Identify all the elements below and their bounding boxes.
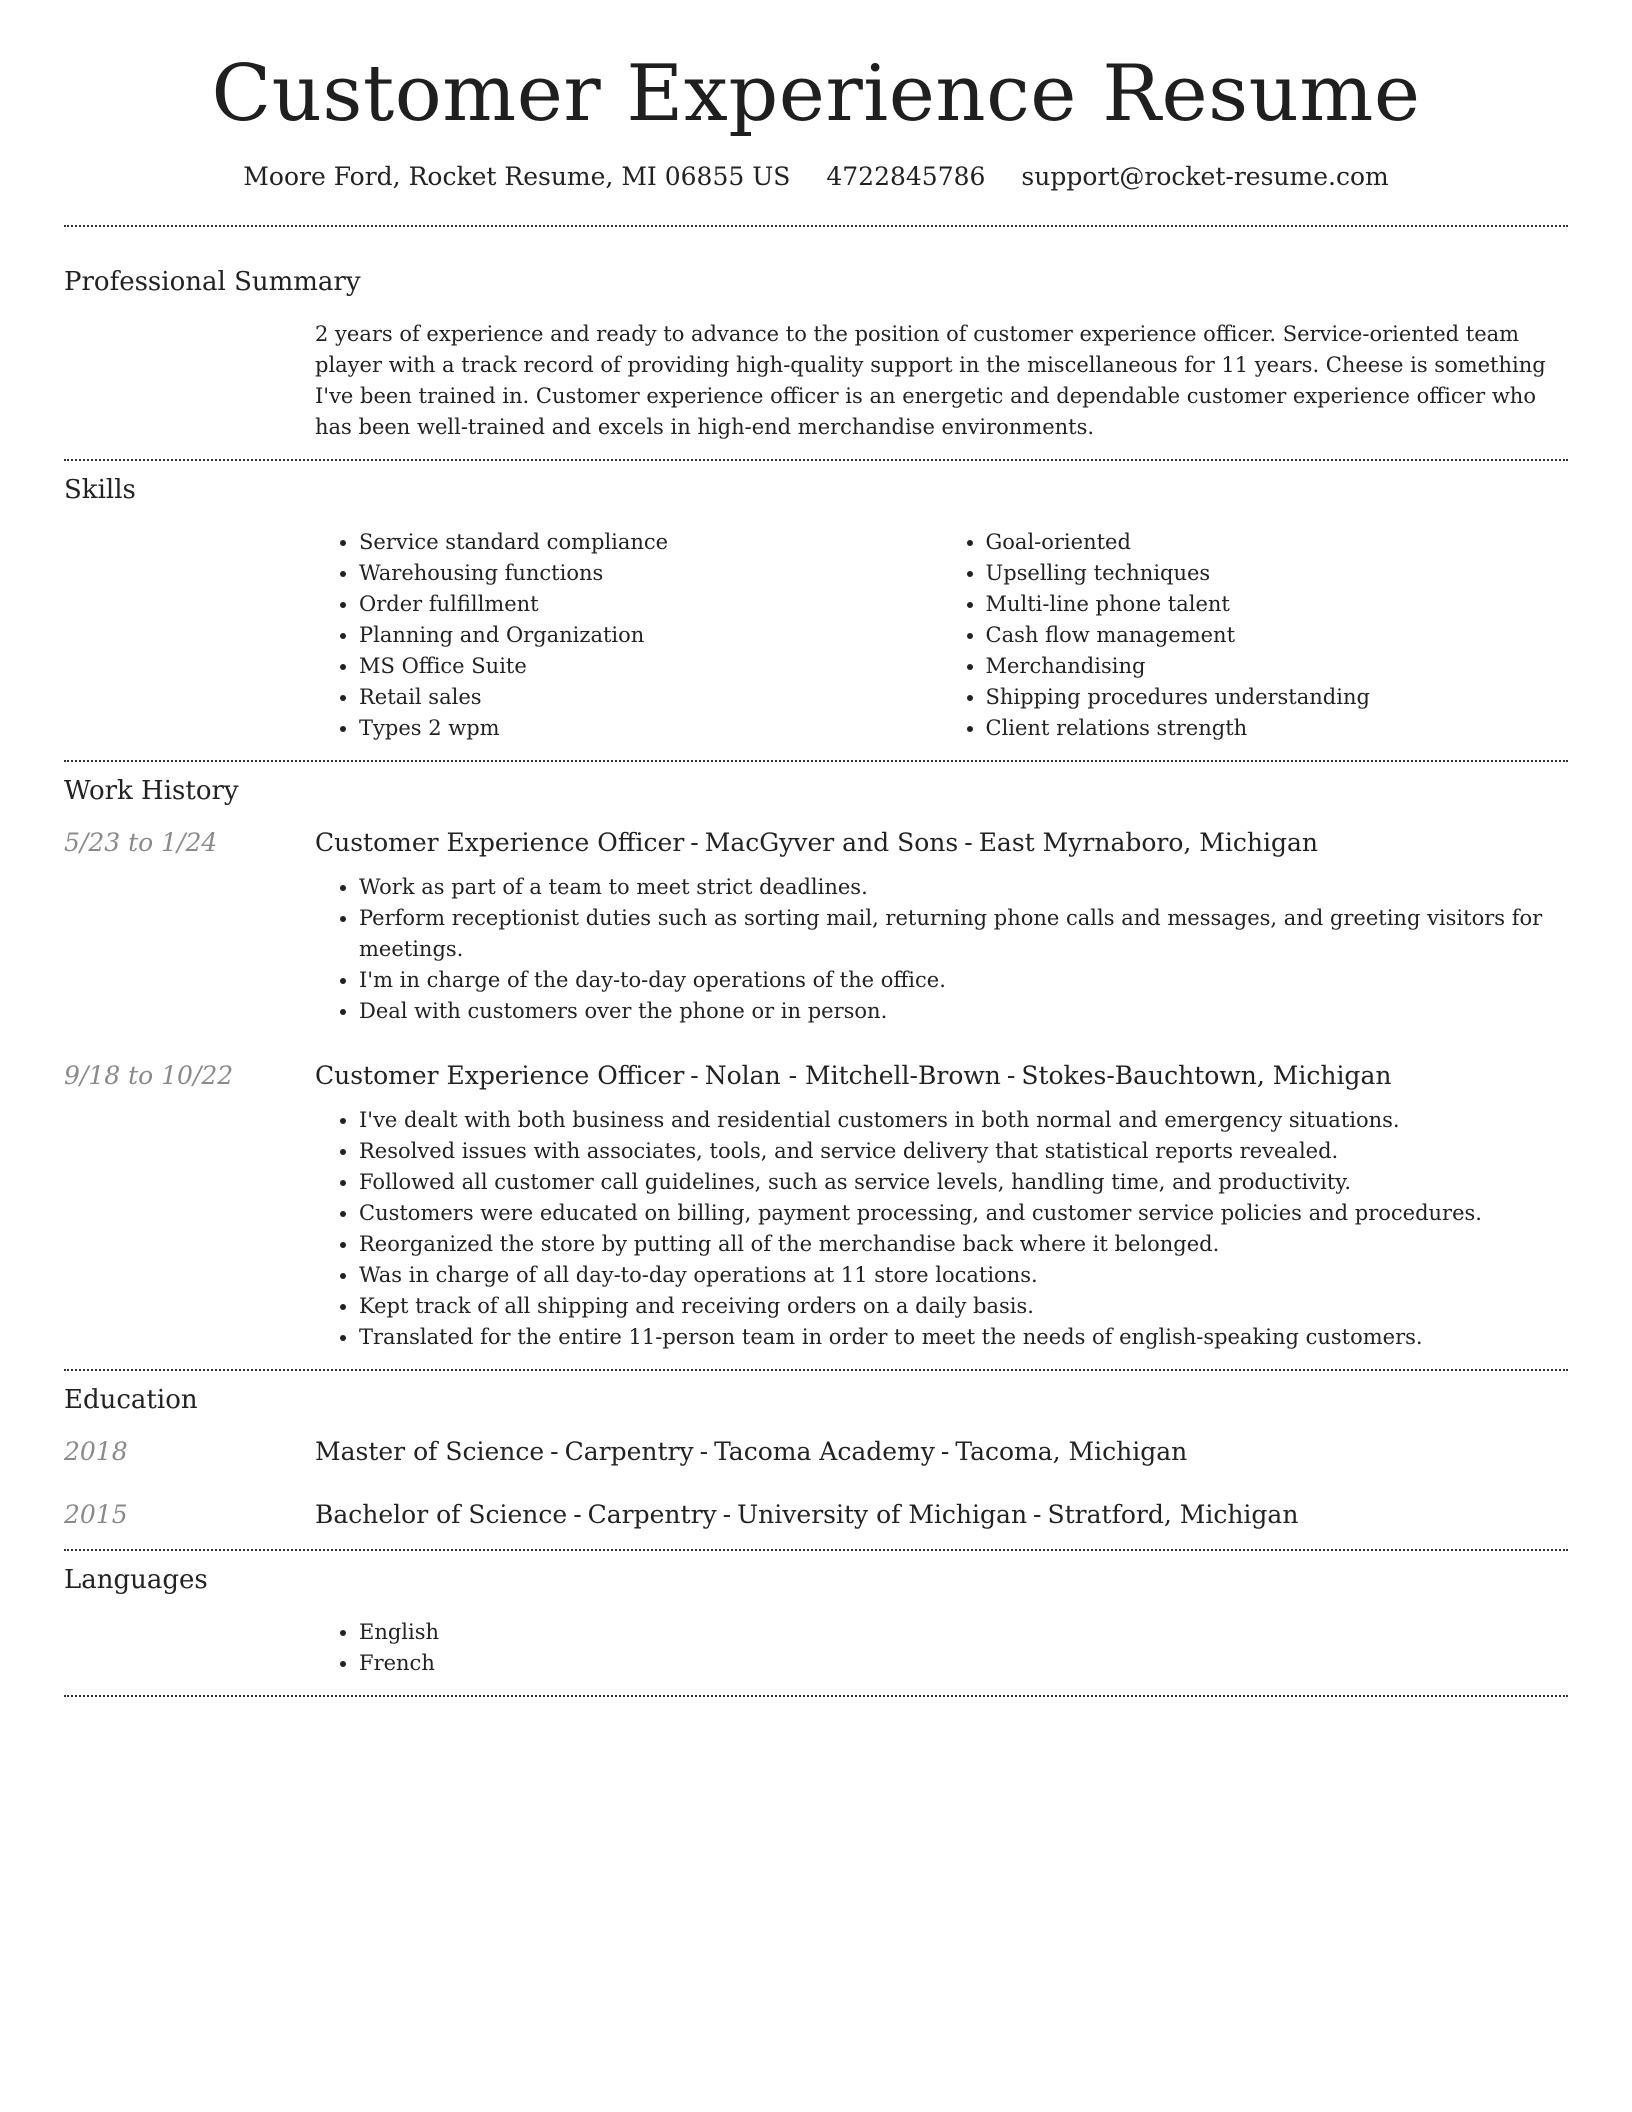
job-duty: • Perform receptionist duties such as sorting mail, returning phone calls and messages, and greeting visitors for meetings. bbox=[359, 903, 1568, 965]
job-company: Nolan - Mitchell-Brown bbox=[704, 1060, 1001, 1090]
education-heading-line: Bachelor of Science - Carpentry - University of Michigan - Stratford, Michigan bbox=[315, 1499, 1299, 1529]
education-heading: Education bbox=[64, 1384, 198, 1415]
skills-heading: Skills bbox=[64, 474, 136, 505]
contact-phone: 4722845786 bbox=[826, 161, 986, 191]
job-heading: Customer Experience Officer - MacGyver and Sons - East Myrnaboro, Michigan bbox=[315, 827, 1318, 857]
job-location: East Myrnaboro, Michigan bbox=[978, 827, 1318, 857]
skills-list-left bbox=[315, 527, 942, 744]
job-title: Customer Experience Officer bbox=[315, 827, 685, 857]
resume-title: Customer Experience Resume bbox=[211, 49, 1421, 139]
skill-item: • MS Office Suite bbox=[359, 651, 942, 682]
education-school: Tacoma Academy bbox=[714, 1436, 935, 1466]
job-dates: 9/18 to 10/22 bbox=[64, 1060, 234, 1090]
job-duty: • Work as part of a team to meet strict deadlines. bbox=[359, 872, 1568, 903]
divider bbox=[64, 1369, 1568, 1371]
divider bbox=[64, 1549, 1568, 1551]
job-duty: • Customers were educated on billing, payment processing, and customer service policies and procedures. bbox=[359, 1198, 1568, 1229]
summary-text: 2 years of experience and ready to advance to the position of customer experience officer. Service-oriented team player with a track record of providing high-quality support in the miscellaneous for 11 years. Cheese is something I've been trained in. Customer experience officer is an energetic and dependable customer experience officer who has been well-trained and excels in high-end merchandise environments. bbox=[315, 321, 1546, 439]
job-duty: • Deal with customers over the phone or in person. bbox=[359, 996, 1568, 1027]
skill-item: • Warehousing functions bbox=[359, 558, 942, 589]
job-duties bbox=[315, 872, 1568, 1027]
skill-item: • Shipping procedures understanding bbox=[986, 682, 1569, 713]
job-location: Stokes-Bauchtown, Michigan bbox=[1021, 1060, 1392, 1090]
skills-section bbox=[64, 475, 1568, 744]
education-heading-line: Master of Science - Carpentry - Tacoma Academy - Tacoma, Michigan bbox=[315, 1436, 1188, 1466]
job-duty: • Followed all customer call guidelines, such as service levels, handling time, and productivity. bbox=[359, 1167, 1568, 1198]
languages-heading: Languages bbox=[64, 1564, 208, 1595]
skill-item: • Cash flow management bbox=[986, 620, 1569, 651]
skill-item: • Merchandising bbox=[986, 651, 1569, 682]
contact-email: support@rocket-resume.com bbox=[1021, 161, 1389, 191]
resume-page bbox=[64, 0, 1568, 1697]
divider bbox=[64, 760, 1568, 762]
skill-item: • Upselling techniques bbox=[986, 558, 1569, 589]
education-degree: Master of Science bbox=[315, 1436, 545, 1466]
job-duty: • Kept track of all shipping and receiving orders on a daily basis. bbox=[359, 1291, 1568, 1322]
job-heading: Customer Experience Officer - Nolan - Mitchell-Brown - Stokes-Bauchtown, Michigan bbox=[315, 1060, 1392, 1090]
skill-item: • Client relations strength bbox=[986, 713, 1569, 744]
education-field: Carpentry bbox=[564, 1436, 694, 1466]
education-degree: Bachelor of Science bbox=[315, 1499, 568, 1529]
job-duty: • Reorganized the store by putting all of the merchandise back where it belonged. bbox=[359, 1229, 1568, 1260]
summary-heading: Professional Summary bbox=[64, 266, 361, 297]
languages-list bbox=[315, 1617, 1568, 1679]
skill-item: • Order fulfillment bbox=[359, 589, 942, 620]
job-title: Customer Experience Officer bbox=[315, 1060, 685, 1090]
job-duties bbox=[315, 1105, 1568, 1353]
skill-item: • Planning and Organization bbox=[359, 620, 942, 651]
language-item: • English bbox=[359, 1617, 1568, 1648]
education-section bbox=[64, 1385, 1568, 1529]
education-school: University of Michigan bbox=[737, 1499, 1028, 1529]
skill-item: • Multi-line phone talent bbox=[986, 589, 1569, 620]
education-entry bbox=[64, 1437, 1568, 1466]
work-section bbox=[64, 776, 1568, 1353]
education-year: 2018 bbox=[64, 1436, 128, 1466]
language-item: • French bbox=[359, 1648, 1568, 1679]
education-entry bbox=[64, 1500, 1568, 1529]
job-entry bbox=[64, 828, 1568, 1027]
job-dates: 5/23 to 1/24 bbox=[64, 827, 218, 857]
divider bbox=[64, 225, 1568, 227]
education-field: Carpentry bbox=[587, 1499, 717, 1529]
job-duty: • Resolved issues with associates, tools, and service delivery that statistical reports revealed. bbox=[359, 1136, 1568, 1167]
divider bbox=[64, 1695, 1568, 1697]
work-heading: Work History bbox=[64, 775, 239, 806]
job-company: MacGyver and Sons bbox=[704, 827, 959, 857]
contact-line bbox=[64, 162, 1568, 191]
education-year: 2015 bbox=[64, 1499, 128, 1529]
contact-address: Moore Ford, Rocket Resume, MI 06855 US bbox=[243, 161, 791, 191]
skill-item: • Goal-oriented bbox=[986, 527, 1569, 558]
skill-item: • Service standard compliance bbox=[359, 527, 942, 558]
skills-list-right bbox=[942, 527, 1569, 744]
skill-item: • Retail sales bbox=[359, 682, 942, 713]
divider bbox=[64, 459, 1568, 461]
skill-item: • Types 2 wpm bbox=[359, 713, 942, 744]
job-duty: • I'm in charge of the day-to-day operations of the office. bbox=[359, 965, 1568, 996]
job-duty: • Was in charge of all day-to-day operations at 11 store locations. bbox=[359, 1260, 1568, 1291]
job-duty: • Translated for the entire 11-person team in order to meet the needs of english-speaking customers. bbox=[359, 1322, 1568, 1353]
summary-section bbox=[64, 267, 1568, 443]
job-duty: • I've dealt with both business and residential customers in both normal and emergency situations. bbox=[359, 1105, 1568, 1136]
job-entry bbox=[64, 1061, 1568, 1353]
languages-section bbox=[64, 1565, 1568, 1679]
education-location: Tacoma, Michigan bbox=[955, 1436, 1188, 1466]
education-location: Stratford, Michigan bbox=[1047, 1499, 1299, 1529]
